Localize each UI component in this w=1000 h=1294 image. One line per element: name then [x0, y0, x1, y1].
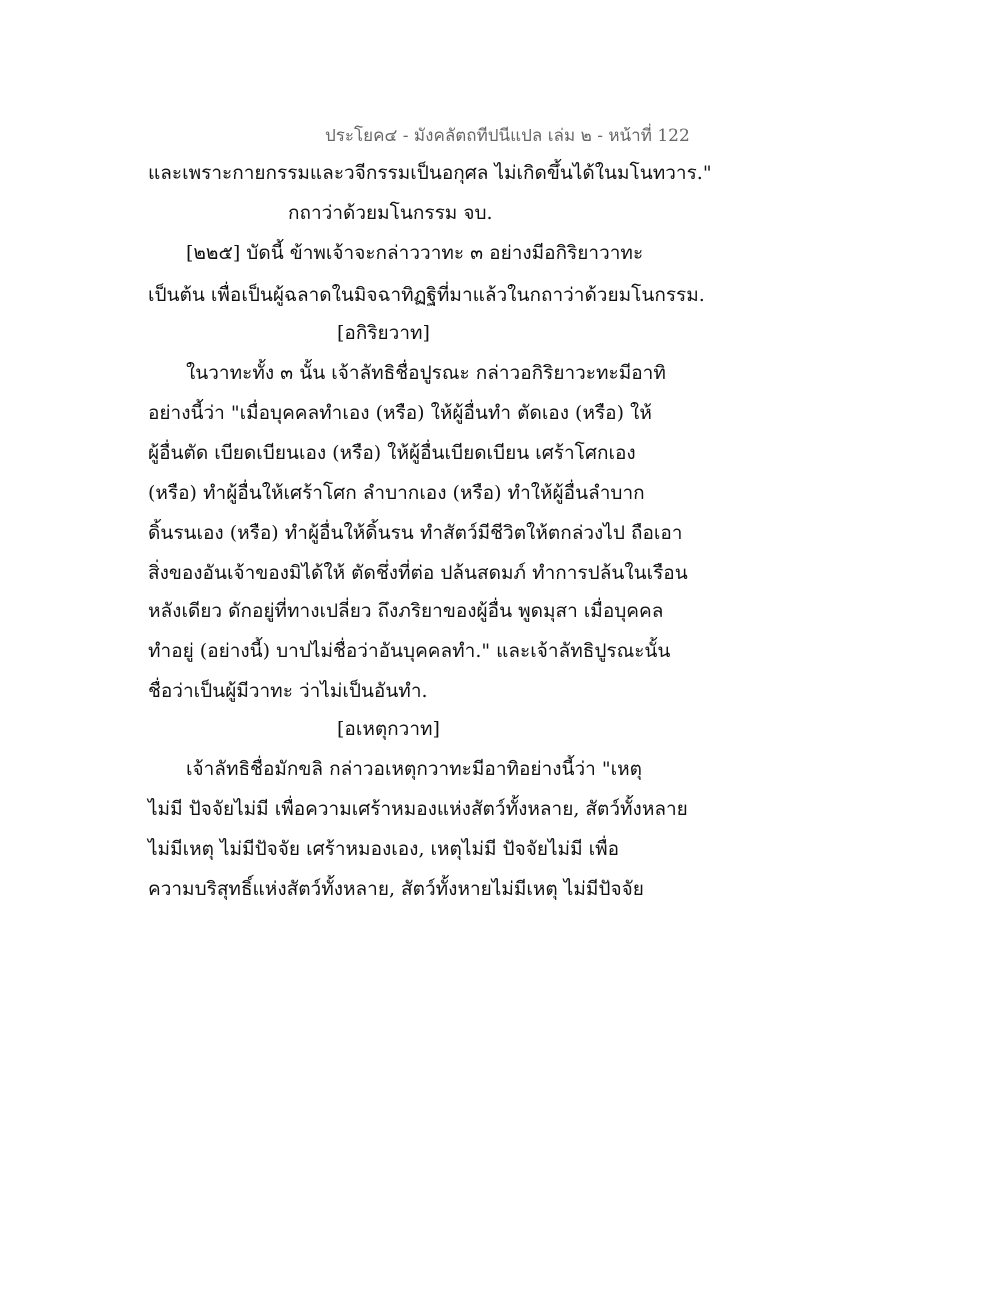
text-line: ดิ้นรนเอง (หรือ) ทำผู้อื่นให้ดิ้นรน ทำสัตว์มีชีวิตให้ตกล่วงไป ถือเอา — [148, 522, 683, 544]
paragraph-start-line: เจ้าลัทธิชื่อมักขลิ กล่าวอเหตุกวาทะมีอาทิอย่างนี้ว่า "เหตุ — [186, 758, 642, 780]
text-line: เป็นต้น เพื่อเป็นผู้ฉลาดในมิจฉาทิฏฐิที่มาแล้วในกถาว่าด้วยมโนกรรม. — [148, 284, 705, 306]
text-line: ผู้อื่นตัด เบียดเบียนเอง (หรือ) ให้ผู้อื่นเบียดเบียน เศร้าโศกเอง — [148, 442, 636, 464]
text-line: ไม่มีเหตุ ไม่มีปัจจัย เศร้าหมองเอง, เหตุไม่มี ปัจจัยไม่มี เพื่อ — [148, 838, 620, 860]
text-line: และเพราะกายกรรมและวจีกรรมเป็นอกุศล ไม่เกิดขึ้นได้ในมโนทวาร." — [148, 162, 712, 184]
paragraph-start-line: ในวาทะทั้ง ๓ นั้น เจ้าลัทธิชื่อปูรณะ กล่าวอกิริยาวะทะมีอาทิ — [186, 362, 666, 384]
text-line: หลังเดียว ดักอยู่ที่ทางเปลี่ยว ถึงภริยาของผู้อื่น พูดมุสา เมื่อบุคคล — [148, 600, 664, 622]
text-line: ทำอยู่ (อย่างนี้) บาปไม่ชื่อว่าอันบุคคลทำ." และเจ้าลัทธิปูรณะนั้น — [148, 640, 671, 662]
text-line: สิ่งของอันเจ้าของมิได้ให้ ตัดชึ่งที่ต่อ ปล้นสดมภ์ ทำการปล้นในเรือน — [148, 562, 688, 584]
text-line: อย่างนี้ว่า "เมื่อบุคคลทำเอง (หรือ) ให้ผู้อื่นทำ ตัดเอง (หรือ) ให้ — [148, 402, 652, 424]
section-heading: [อเหตุกวาท] — [337, 718, 440, 740]
section-end-line: กถาว่าด้วยมโนกรรม จบ. — [288, 202, 493, 224]
text-line: ไม่มี ปัจจัยไม่มี เพื่อความเศร้าหมองแห่งสัตว์ทั้งหลาย, สัตว์ทั้งหลาย — [148, 798, 688, 820]
text-line: ชื่อว่าเป็นผู้มีวาทะ ว่าไม่เป็นอันทำ. — [148, 680, 428, 702]
text-line: ความบริสุทธิ์แห่งสัตว์ทั้งหลาย, สัตว์ทั้งหายไม่มีเหตุ ไม่มีปัจจัย — [148, 878, 644, 900]
paragraph-start-line: [๒๒๕] บัดนี้ ข้าพเจ้าจะกล่าววาทะ ๓ อย่างมีอกิริยาวาทะ — [186, 242, 644, 264]
section-heading: [อกิริยวาท] — [337, 322, 430, 344]
text-line: (หรือ) ทำผู้อื่นให้เศร้าโศก ลำบากเอง (หรือ) ทำให้ผู้อื่นลำบาก — [148, 482, 645, 504]
running-header: ประโยค๔ - มังคลัตถทีปนีแปล เล่ม ๒ - หน้าที่ 122 — [325, 126, 690, 146]
